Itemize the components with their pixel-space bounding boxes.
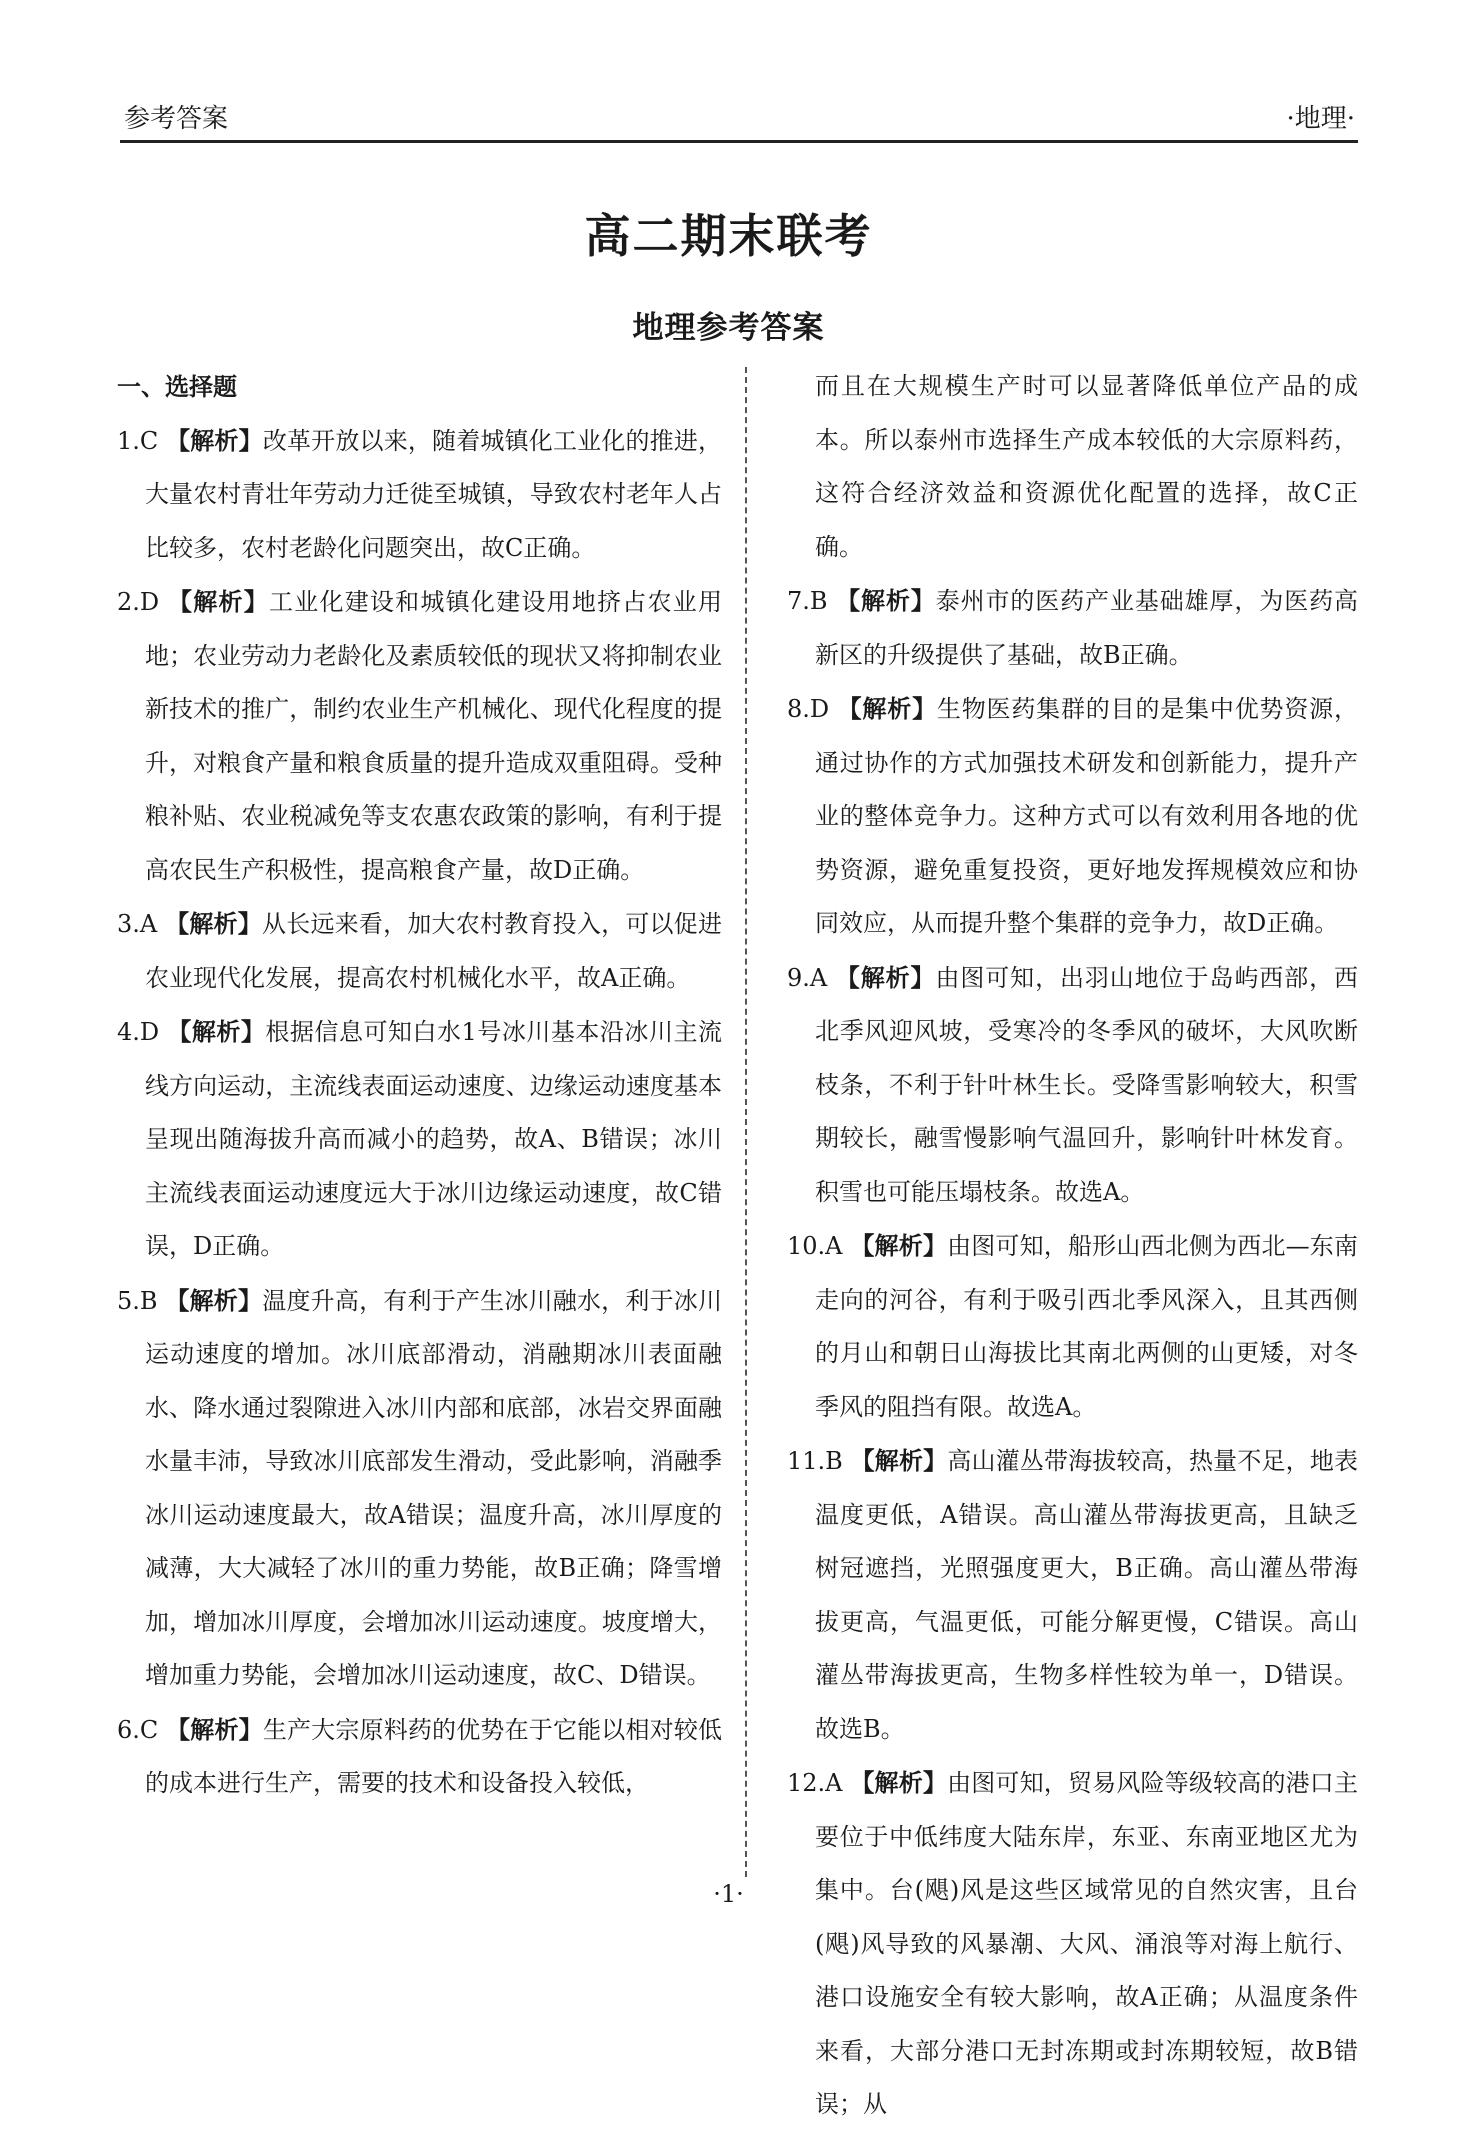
analysis-tag: 【解析】 xyxy=(850,1446,948,1475)
item-text: 从长远来看，加大农村教育投入，可以促进农业现代化发展，提高农村机械化水平，故A正确。 xyxy=(145,910,722,992)
item-number: 3. xyxy=(117,910,140,938)
item-number: 9. xyxy=(787,963,810,992)
item-number: 5. xyxy=(117,1286,140,1315)
item-number: 12. xyxy=(787,1769,826,1797)
analysis-tag: 【解析】 xyxy=(168,587,269,616)
left-column xyxy=(117,360,722,1811)
item-text: 由图可知，贸易风险等级较高的港口主要位于中低纬度大陆东岸，东亚、东南亚地区尤为集中。台(飓)风是这些区域常见的自然灾害，且台(飓)风导致的风暴潮、大风、涌浪等对海上航行、港口设施安全有较大影响，故A正确；从温度条件来看，大部分港口无封冻期或封冻期较短，故B错误；从 xyxy=(815,1769,1358,2118)
item-answer: A xyxy=(139,910,158,938)
answer-item-1 xyxy=(117,414,722,576)
item-text: 由图可知，出羽山地位于岛屿西部，西北季风迎风坡，受寒冷的冬季风的破坏，大风吹断枝条，不利于针叶林生长。受降雪影响较大，积雪期较长，融雪慢影响气温回升，影响针叶林发育。积雪也可能压塌枝条。故选A。 xyxy=(815,963,1358,1206)
analysis-tag: 【解析】 xyxy=(165,909,262,938)
analysis-tag: 【解析】 xyxy=(837,694,937,723)
page-title: 高二期末联考 xyxy=(584,209,873,263)
section-heading: 一、选择题 xyxy=(117,372,237,401)
answer-item-7 xyxy=(787,574,1358,682)
analysis-tag: 【解析】 xyxy=(166,1714,263,1744)
item-answer: D xyxy=(139,588,160,616)
answer-item-11 xyxy=(787,1434,1358,1756)
header-left-label: 参考答案 xyxy=(124,104,229,134)
item-text: 改革开放以来，随着城镇化工业化的推进，大量农村青壮年劳动力迁徙至城镇，导致农村老年人占比较多，农村老龄化问题突出，故C正确。 xyxy=(145,426,723,562)
item-number: 6. xyxy=(117,1715,140,1744)
column-divider xyxy=(745,367,747,1877)
item-answer: A xyxy=(825,1769,843,1797)
page-number: ·1· xyxy=(713,1880,744,1908)
item-answer: B xyxy=(139,1286,158,1315)
item-answer: A xyxy=(825,1232,843,1260)
answer-item-2 xyxy=(117,575,722,897)
item-answer: B xyxy=(809,587,828,615)
item-number: 4. xyxy=(117,1018,140,1046)
answer-item-6 xyxy=(117,1703,722,1811)
page-subtitle: 地理参考答案 xyxy=(632,310,825,346)
item-number: 11. xyxy=(787,1447,826,1475)
item-number: 1. xyxy=(117,426,140,455)
answer-item-5 xyxy=(117,1274,722,1703)
item-text: 工业化建设和城镇化建设用地挤占农业用地；农业劳动力老龄化及素质较低的现状又将抑制农业新技术的推广，制约农业生产机械化、现代化程度的提升，对粮食产量和粮食质量的提升造成双重阻碍。受种粮补贴、农业税减免等支农惠农政策的影响，有利于提高农民生产积极性，提高粮食产量，故D正确。 xyxy=(145,588,723,884)
header-subject-label: ·地理· xyxy=(1286,104,1355,134)
answer-item-12 xyxy=(787,1756,1358,2132)
analysis-tag: 【解析】 xyxy=(166,425,263,455)
item-answer: D xyxy=(139,1018,160,1046)
item-answer: A xyxy=(809,963,828,992)
item-answer: D xyxy=(809,695,830,723)
item-number: 8. xyxy=(787,695,810,723)
answer-item-6-continuation: 而且在大规模生产时可以显著降低单位产品的成本。所以泰州市选择生产成本较低的大宗原料药，这符合经济效益和资源优化配置的选择，故C正确。 xyxy=(815,372,1358,561)
answer-item-8 xyxy=(787,682,1358,951)
right-column xyxy=(787,360,1358,2132)
analysis-tag: 【解析】 xyxy=(835,962,936,992)
item-number: 2. xyxy=(117,588,140,616)
answer-item-3 xyxy=(117,897,722,1005)
analysis-tag: 【解析】 xyxy=(850,1768,948,1797)
analysis-tag: 【解析】 xyxy=(836,586,936,615)
item-text: 生物医药集群的目的是集中优势资源，通过协作的方式加强技术研发和创新能力，提升产业的整体竞争力。这种方式可以有效利用各地的优势资源，避免重复投资，更好地发挥规模效应和协同效应，从而提升整个集群的竞争力，故D正确。 xyxy=(815,695,1358,937)
item-answer: C xyxy=(139,1715,159,1744)
header-rule xyxy=(120,140,1358,143)
item-text: 根据信息可知白水1号冰川基本沿冰川主流线方向运动，主流线表面运动速度、边缘运动速度基本呈现出随海拔升高而减小的趋势，故A、B错误；冰川主流线表面运动速度远大于冰川边缘运动速度，故C错误，D正确。 xyxy=(145,1018,722,1260)
item-text: 生产大宗原料药的优势在于它能以相对较低的成本进行生产，需要的技术和设备投入较低， xyxy=(145,1715,723,1797)
analysis-tag: 【解析】 xyxy=(165,1285,263,1315)
analysis-tag: 【解析】 xyxy=(850,1231,948,1260)
item-answer: C xyxy=(139,426,159,455)
item-text: 由图可知，船形山西北侧为西北—东南走向的河谷，有利于吸引西北季风深入，且其西侧的月山和朝日山海拔比其南北两侧的山更矮，对冬季风的阻挡有限。故选A。 xyxy=(815,1232,1358,1421)
answer-item-10 xyxy=(787,1219,1358,1434)
analysis-tag: 【解析】 xyxy=(167,1017,266,1046)
item-text: 高山灌丛带海拔较高，热量不足，地表温度更低，A错误。高山灌丛带海拔更高，且缺乏树冠遮挡，光照强度更大，B正确。高山灌丛带海拔更高，气温更低，可能分解更慢，C错误。高山灌丛带海拔更高，生物多样性较为单一，D错误。故选B。 xyxy=(815,1447,1359,1743)
answer-item-9 xyxy=(787,951,1358,1220)
item-text: 温度升高，有利于产生冰川融水，利于冰川运动速度的增加。冰川底部滑动，消融期冰川表面融水、降水通过裂隙进入冰川内部和底部，冰岩交界面融水量丰沛，导致冰川底部发生滑动，受此影响，消融季冰川运动速度最大，故A错误；温度升高，冰川厚度的减薄，大大减轻了冰川的重力势能，故B正确；降雪增加，增加冰川厚度，会增加冰川运动速度。坡度增大，增加重力势能，会增加冰川运动速度，故C、D错误。 xyxy=(145,1286,722,1689)
item-number: 7. xyxy=(787,587,810,615)
item-text: 泰州市的医药产业基础雄厚，为医药高新区的升级提供了基础，故B正确。 xyxy=(815,587,1359,669)
item-answer: B xyxy=(825,1447,843,1475)
item-number: 10. xyxy=(787,1232,826,1260)
answer-item-4 xyxy=(117,1005,722,1274)
